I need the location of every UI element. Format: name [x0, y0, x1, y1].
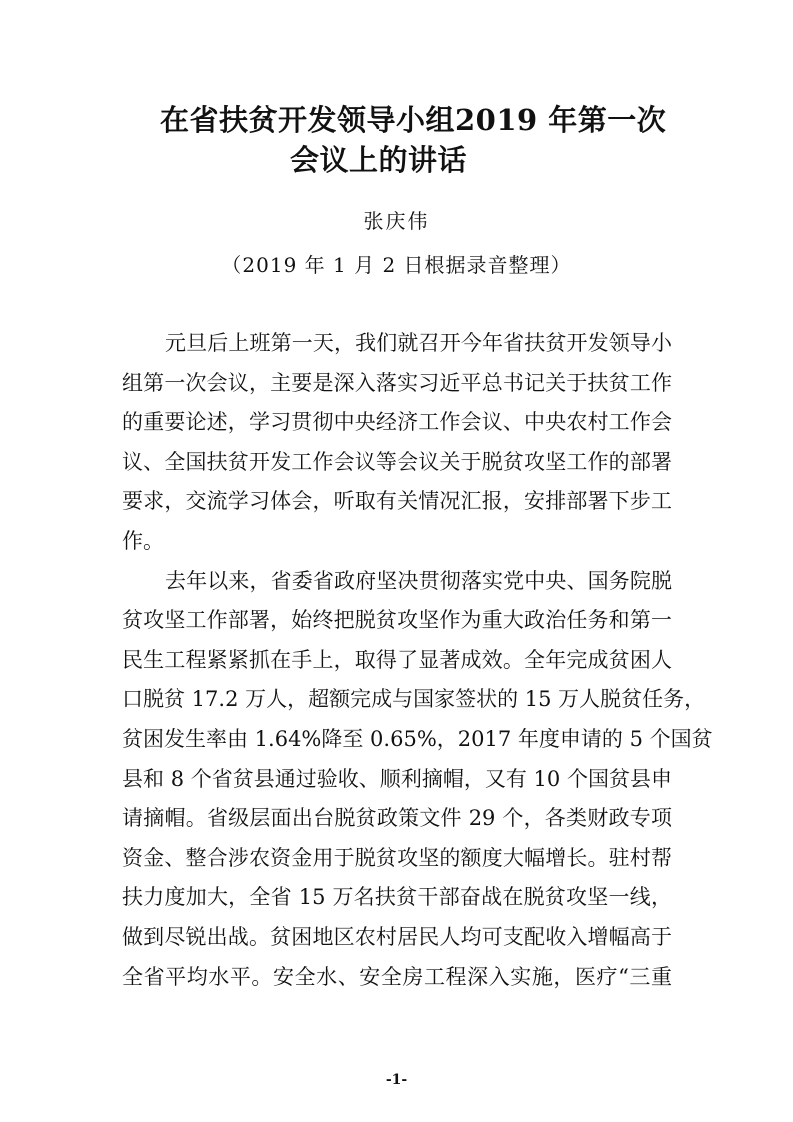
- paragraph-line: 要求，交流学习体会，听取有关情况汇报，安排部署下步工: [122, 489, 672, 514]
- paragraph-line: 资金、整合涉农资金用于脱贫攻坚的额度大幅增长。驻村帮: [122, 845, 672, 870]
- paragraph: [122, 562, 713, 998]
- paragraph-line: 组第一次会议，主要是深入落实习近平总书记关于扶贫工作: [122, 370, 672, 395]
- paragraph-line: 贫困发生率由 1.64%降至 0.65%，2017 年度申请的 5 个国贫: [122, 726, 713, 751]
- paragraph-line: 议、全国扶贫开发工作会议等会议关于脱贫攻坚工作的部署: [122, 449, 672, 474]
- paragraph: [122, 324, 672, 562]
- page-number: -1-: [385, 1072, 408, 1088]
- paragraph-line: 去年以来，省委省政府坚决贯彻落实党中央、国务院脱: [165, 568, 672, 593]
- document-body: [122, 324, 713, 997]
- paragraph-line: 的重要论述，学习贯彻中央经济工作会议、中央农村工作会: [122, 410, 672, 435]
- paragraph-line: 县和 8 个省贫县通过验收、顺利摘帽，又有 10 个国贫县申: [122, 766, 672, 791]
- document-title-line-1: 在省扶贫开发领导小组2019 年第一次: [160, 103, 667, 137]
- paragraph-line: 扶力度加大，全省 15 万名扶贫干部奋战在脱贫攻坚一线，: [122, 885, 672, 910]
- paragraph-line: 全省平均水平。安全水、安全房工程深入实施，医疗“三重: [122, 964, 672, 989]
- paragraph-line: 元旦后上班第一天，我们就召开今年省扶贫开发领导小: [165, 331, 672, 355]
- paragraph-line: 作。: [122, 528, 164, 553]
- date-note: （2019 年 1 月 2 日根据录音整理）: [221, 253, 572, 277]
- paragraph-line: 贫攻坚工作部署，始终把脱贫攻坚作为重大政治任务和第一: [122, 608, 672, 633]
- paragraph-line: 做到尽锐出战。贫困地区农村居民人均可支配收入增幅高于: [122, 924, 672, 949]
- document-title-line-2: 会议上的讲话: [290, 143, 468, 177]
- paragraph-line: 民生工程紧紧抓在手上，取得了显著成效。全年完成贫困人: [122, 647, 672, 672]
- paragraph-line: 口脱贫 17.2 万人，超额完成与国家签状的 15 万人脱贫任务，: [122, 687, 706, 712]
- author-name: 张庆伟: [363, 209, 430, 233]
- paragraph-line: 请摘帽。省级层面出台脱贫政策文件 29 个，各类财政专项: [122, 806, 672, 831]
